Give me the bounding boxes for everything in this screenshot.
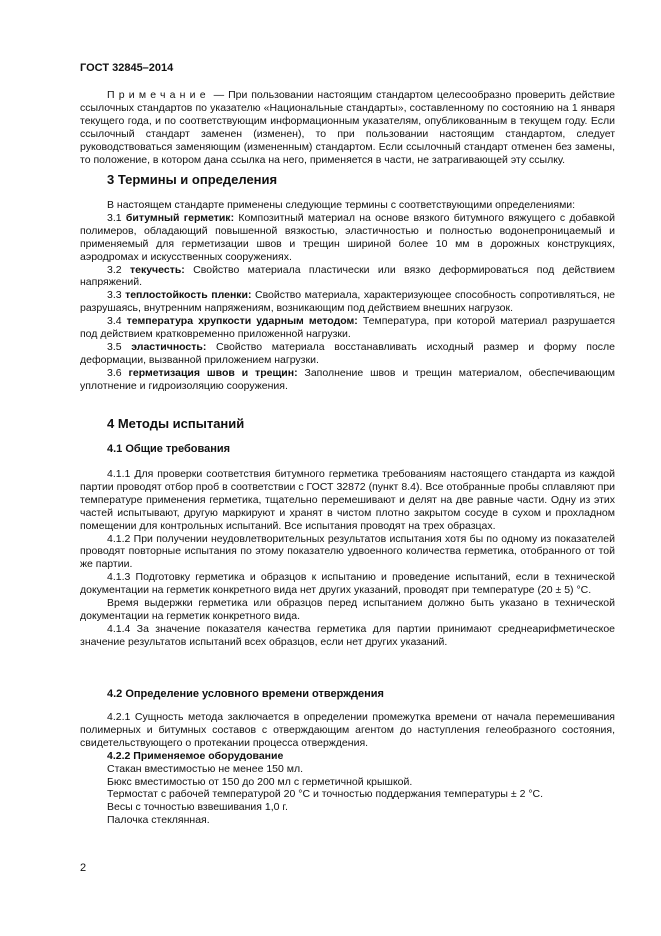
document-header: ГОСТ 32845–2014 [80, 62, 174, 74]
subsection-4-1-heading: 4.1 Общие требования [107, 443, 231, 455]
term-definition: Заполнение швов и трещин материалом, обеспечивающим уплотнение и гидроизоляцию сооружения. [80, 366, 615, 392]
page-number: 2 [80, 862, 87, 874]
note-text: — При пользовании настоящим стандартом целесообразно проверить действие ссылочных стандартов по указателю «Национальные стандарты», составленному по состоянию на 1 января текущего года, и по соответствующим информационным указателям, опубликованным в текущем году. Если ссылочный стандарт заменен (изменен), то при пользовании настоящим стандартом, следует руководствоваться заменяющим (измененным) стандартом. Если ссылочный стандарт отменен без замены, то положение, в котором дана ссылка на него, применяется в части, не затрагивающей эту ссылку. [80, 89, 615, 166]
term-3-5 [80, 341, 615, 367]
term-definition: Композитный материал на основе вязкого битумного вяжущего с добавкой полимеров, обладающий повышенной вязкостью, эластичностью и полностью водонепроницаемый и применяемый для герметизации швов и трещин шириной более 10 мм в дорожных конструкциях, аэродромах и искусственных сооружениях. [80, 211, 615, 263]
paragraph-holding-time: Время выдержки герметика или образцов перед испытанием должно быть указано в технической документации на герметик конкретного вида. [80, 597, 615, 622]
curing-time-block [80, 711, 615, 827]
term-definition: Температура, при которой материал разрушается под действием кратковременно приложенной нагрузки. [80, 315, 616, 341]
term-3-6 [80, 367, 615, 393]
term-3-3 [80, 289, 615, 315]
note-block [80, 89, 615, 166]
terms-intro: В настоящем стандарте применены следующие термины с соответствующими определениями: [107, 199, 576, 211]
paragraph-4-1-1: 4.1.1 Для проверки соответствия битумного герметика требованиям настоящего стандарта из каждой партии проводят отбор проб в соответствии с ГОСТ 32872 (пункт 8.4). Все отобранные пробы сплавляют при температуре применения герметика, тщательно перемешивают и делят на две равные части. Одну из этих частей испытывают, другую маркируют и хранят в чистом плотно закрытом сосуде в сухом и прохладном помещении для контрольных испытаний. Все испытания проводят на трех образцах. [80, 468, 615, 532]
note-label: Примечание [107, 89, 210, 101]
term-definition: Свойство материала, характеризующее способность сопротивляться, не разрушаясь, внутренним напряжениям, возникающим под действием внешних нагрузок. [80, 289, 615, 315]
term-name: теплостойкость пленки: [125, 289, 252, 302]
paragraph-4-1-4: 4.1.4 За значение показателя качества герметика для партии принимают среднеарифметическое значение результатов испытаний всех образцов, если нет других указаний. [80, 622, 615, 648]
term-3-1 [80, 212, 615, 264]
section-4-heading: 4 Методы испытаний [107, 416, 245, 431]
term-name: битумный герметик: [125, 211, 235, 224]
term-name: текучесть: [129, 263, 185, 276]
term-number: 3.6 [107, 366, 129, 379]
term-definition: Свойство материала восстанавливать исходный размер и форму после деформации, вызванной приложением нагрузки. [80, 340, 615, 366]
section-3-heading: 3 Термины и определения [107, 172, 278, 187]
term-number: 3.4 [107, 315, 127, 328]
term-number: 3.5 [107, 340, 132, 353]
paragraph-4-2-1: 4.2.1 Сущность метода заключается в определении промежутка времени от начала перемешивания полимерных и битумных составов с отверждающим агентом до наступления гелеобразного состояния, свидетельствующего о протекании процесса отверждения. [80, 711, 615, 749]
term-number: 3.3 [107, 289, 126, 302]
equipment-item: Бюкс вместимостью от 150 до 200 мл с герметичной крышкой. [107, 775, 413, 788]
note-paragraph [80, 89, 615, 166]
term-definition: Свойство материала пластически или вязко деформироваться под действием напряжений. [80, 263, 615, 289]
term-number: 3.1 [107, 211, 126, 224]
term-name: герметизация швов и трещин: [128, 366, 298, 379]
term-number: 3.2 [107, 263, 130, 276]
subsection-4-2-heading: 4.2 Определение условного времени отверждения [107, 688, 384, 700]
term-3-2 [80, 264, 615, 290]
term-name: температура хрупкости ударным методом: [126, 315, 358, 328]
equipment-item: Стакан вместимостью не менее 150 мл. [107, 762, 304, 775]
general-requirements-block [80, 468, 615, 649]
equipment-item: Термостат с рабочей температурой 20 °С и точностью поддержания температуры ± 2 °С. [107, 788, 544, 801]
equipment-heading [80, 750, 615, 763]
terms-block [80, 199, 615, 393]
equipment-title: 4.2.2 Применяемое оборудование [107, 749, 284, 762]
paragraph-4-1-2: 4.1.2 При получении неудовлетворительных результатов испытания хотя бы по одному из показателей проводят повторные испытания по этому показателю удвоенного количества герметика, отобранного от той же партии. [80, 532, 615, 571]
equipment-item: Палочка стеклянная. [107, 814, 210, 827]
term-name: эластичность: [131, 340, 207, 353]
equipment-item: Весы с точностью взвешивания 1,0 г. [107, 801, 288, 814]
paragraph-4-1-3: 4.1.3 Подготовку герметика и образцов к испытанию и проведение испытаний, если в технической документации на герметик конкретного вида нет других указаний, проводят при температуре (20 ± 5) °С. [80, 571, 615, 597]
term-3-4 [80, 315, 615, 341]
